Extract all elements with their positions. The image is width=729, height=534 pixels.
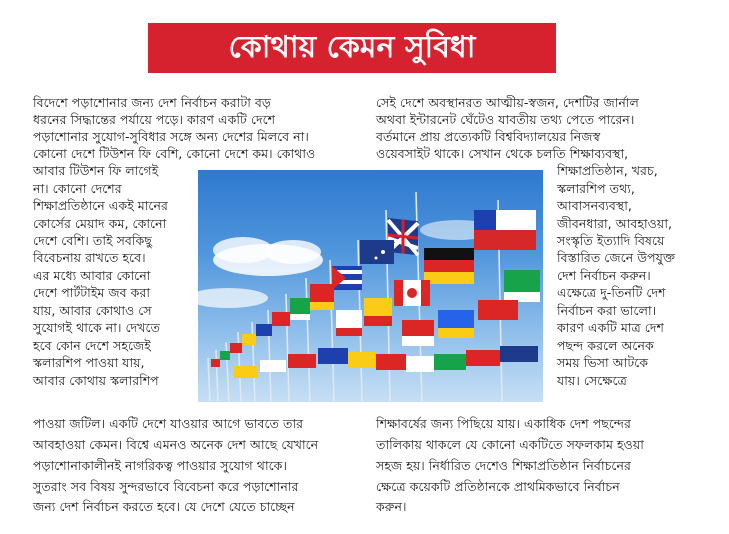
article-headline: কোথায় কেমন সুবিধা <box>148 23 556 73</box>
body-text-line: অথবা ইন্টারনেট ঘেঁটেও যাবতীয় তথ্য পেতে পারেন। <box>376 112 635 127</box>
body-text-line: ক্ষেত্রে কয়েকটি প্রতিষ্ঠানকে প্রাথমিকভাবে নির্বাচন <box>376 479 620 494</box>
body-text-line: পড়াশোনার সুযোগ-সুবিধার সঙ্গে অন্য দেশের মিলবে না। <box>33 129 309 144</box>
body-text-line: ধরনের সিদ্ধান্তের পর্যায়ে পড়ে। কারণ একটি দেশে <box>33 112 276 127</box>
body-text-line: সময় ভিসা আটকে <box>557 355 649 370</box>
body-text-line: আবহাওয়া কেমন। বিশ্বে এমনও অনেক দেশ আছে যেখানে <box>33 437 319 452</box>
body-text-line: বর্তমানে প্রায় প্রত্যেকটি বিশ্ববিদ্যালয়ের নিজস্ব <box>376 129 601 144</box>
body-text-line: সুযোগই থাকে না। দেখতে <box>33 320 160 335</box>
body-text-line: হবে কোন দেশে সহজেই <box>33 338 151 353</box>
body-text-line: শিক্ষাবর্ষের জন্য পিছিয়ে যায়। একাধিক দেশ পছন্দের <box>376 416 631 431</box>
body-text-line: আবাসনব্যবস্থা, <box>557 198 632 213</box>
body-text-line: দেশে বেশি। তাই সবকিছু <box>33 233 152 248</box>
body-text-line: জীবনধারা, আবহাওয়া, <box>557 216 673 231</box>
body-text-line: ওয়েবসাইট থাকে। সেখান থেকে চলতি শিক্ষাব্যবস্থা, <box>376 146 629 161</box>
body-text-line: বিবেচনায় রাখতে হবে। <box>33 250 146 265</box>
body-text-line: স্কলারশিপ তথ্য, <box>557 181 635 196</box>
body-text-line: কারণ একটি মাত্র দেশ <box>557 320 664 335</box>
body-text-line: শিক্ষাপ্রতিষ্ঠানে একই মানের <box>33 198 168 213</box>
body-text-line: বিস্তারিত জেনে উপযুক্ত <box>557 250 676 265</box>
body-text-line: পছন্দ করলে অনেক <box>557 338 654 353</box>
body-text-line: স্কলারশিপ পাওয়া যায়, <box>33 355 145 370</box>
body-text-line: আবার টিউশন ফি লাগেই <box>33 163 159 178</box>
body-text-line: এক্ষেত্রে দু-তিনটি দেশ <box>557 285 666 300</box>
body-text-line: যায়, আবার কোথাও সে <box>33 303 152 318</box>
body-text-line: দেশে পার্টটাইম জব করা <box>33 285 151 300</box>
flags-illustration <box>198 170 543 402</box>
body-text-line: শিক্ষাপ্রতিষ্ঠান, খরচ, <box>557 163 658 178</box>
body-text-line: সহজ হয়। নির্ধারিত দেশেও শিক্ষাপ্রতিষ্ঠান নির্বাচনের <box>376 458 631 473</box>
body-text-line: আবার কোথায় স্কলারশিপ <box>33 373 159 388</box>
flags-photo <box>198 170 543 402</box>
body-text-line: বিদেশে পড়াশোনার জন্য দেশ নির্বাচন করাটা বড় <box>33 95 271 110</box>
body-text-line: করুন। <box>376 499 407 514</box>
body-text-line: সংস্কৃতি ইত্যাদি বিষয়ে <box>557 233 665 248</box>
body-text-line: এর মধ্যে আবার কোনো <box>33 268 151 283</box>
body-text-line: পাওয়া জটিল। একটি দেশে যাওয়ার আগে ভাবতে তার <box>33 416 304 431</box>
body-text-line: পড়াশোনাকালীনই নাগরিকত্ব পাওয়ার সুযোগ থাকে। <box>33 458 287 473</box>
body-text-line: কোর্সের মেয়াদ কম, কোনো <box>33 216 167 231</box>
body-text-line: দেশ নির্বাচন করুন। <box>557 268 651 283</box>
body-text-line: কোনো দেশে টিউশন ফি বেশি, কোনো দেশে কম। কোথাও <box>33 146 316 161</box>
body-text-line: তালিকায় থাকলে যে কোনো একটিতে সফলকাম হওয়া <box>376 437 644 452</box>
body-text-line: যায়। সেক্ষেত্রে <box>557 373 627 388</box>
body-text-line: সুতরাং সব বিষয় সুন্দরভাবে বিবেচনা করে পড়াশোনার <box>33 479 299 494</box>
body-text-line: না। কোনো দেশের <box>33 181 122 196</box>
body-text-line: নির্বাচন করা ভালো। <box>557 303 657 318</box>
body-text-line: সেই দেশে অবস্থানরত আত্মীয়-স্বজন, দেশটির জার্নাল <box>376 95 639 110</box>
body-text-line: জন্য দেশ নির্বাচন করতে হবে। যে দেশে যেতে চাচ্ছেন <box>33 499 295 514</box>
